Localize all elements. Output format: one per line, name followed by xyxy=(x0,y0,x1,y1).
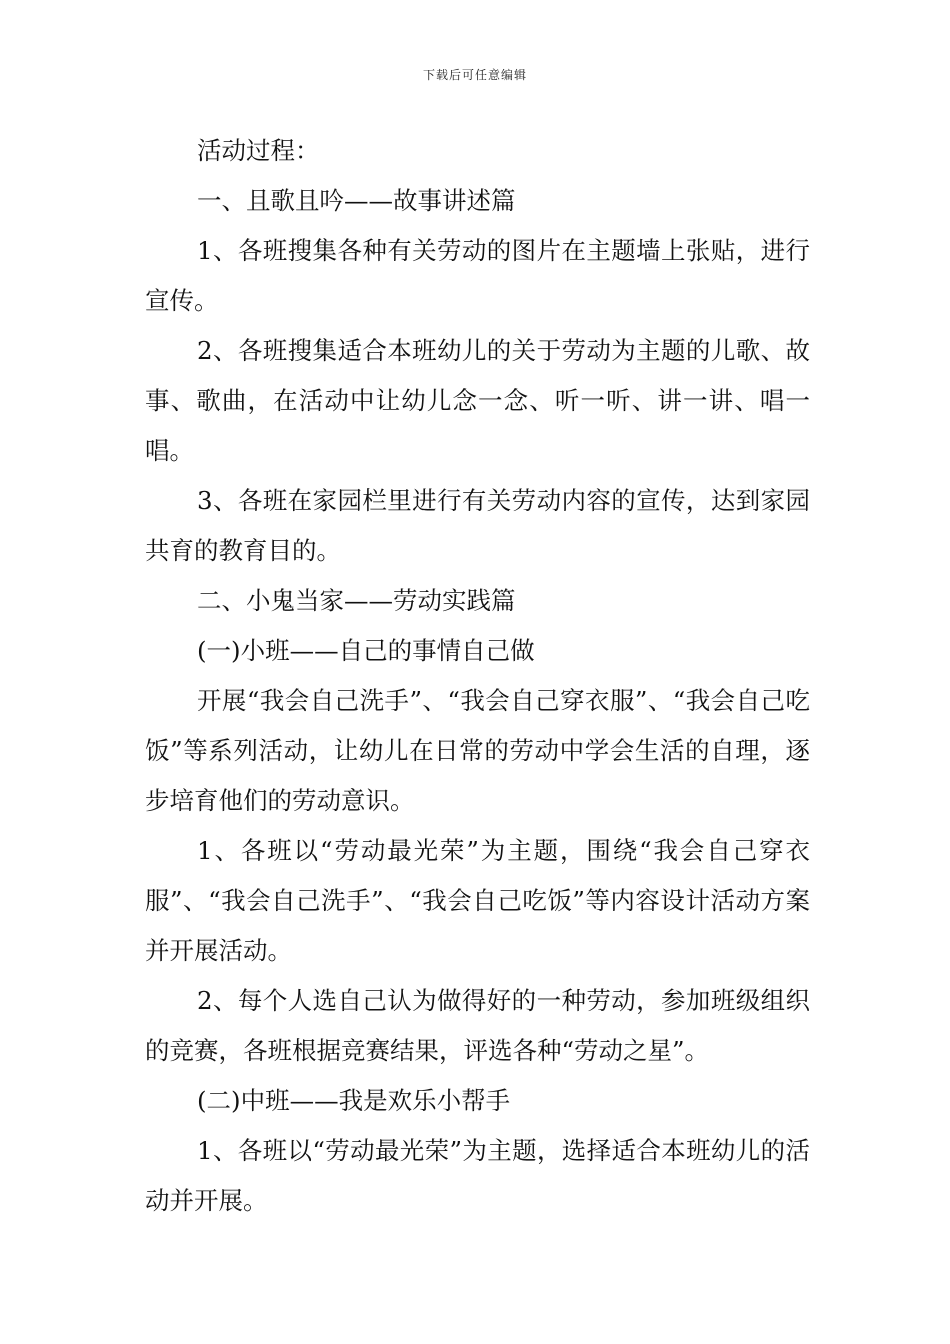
section-heading-1: 一、且歌且吟——故事讲述篇 xyxy=(197,186,516,215)
subsection-heading-1: (一)小班——自己的事情自己做 xyxy=(197,636,535,665)
paragraph: 3、各班在家园栏里进行有关劳动内容的宣传，达到家园共育的教育目的。 xyxy=(145,486,810,565)
paragraph: 开展“我会自己洗手”、“我会自己穿衣服”、“我会自己吃饭”等系列活动，让幼儿在日常的劳动中学会生活的自理，逐步培育他们的劳动意识。 xyxy=(145,686,810,815)
subsection-heading-2: (二)中班——我是欢乐小帮手 xyxy=(197,1086,511,1115)
paragraph-activity-process: 活动过程： xyxy=(197,136,320,165)
header-note: 下载后可任意编辑 xyxy=(422,68,527,82)
paragraph: 2、每个人选自己认为做得好的一种劳动，参加班级组织的竞赛，各班根据竞赛结果，评选各种“劳动之星”。 xyxy=(145,986,810,1065)
paragraph: 1、各班搜集各种有关劳动的图片在主题墙上张贴，进行宣传。 xyxy=(145,236,810,315)
paragraph: 1、各班以“劳动最光荣”为主题，选择适合本班幼儿的活动并开展。 xyxy=(145,1136,810,1215)
document-body xyxy=(145,126,810,1226)
section-heading-2: 二、小鬼当家——劳动实践篇 xyxy=(197,586,516,615)
paragraph: 1、各班以“劳动最光荣”为主题，围绕“我会自己穿衣服”、“我会自己洗手”、“我会自己吃饭”等内容设计活动方案并开展活动。 xyxy=(145,836,810,965)
paragraph: 2、各班搜集适合本班幼儿的关于劳动为主题的儿歌、故事、歌曲，在活动中让幼儿念一念、听一听、讲一讲、唱一唱。 xyxy=(145,336,810,465)
